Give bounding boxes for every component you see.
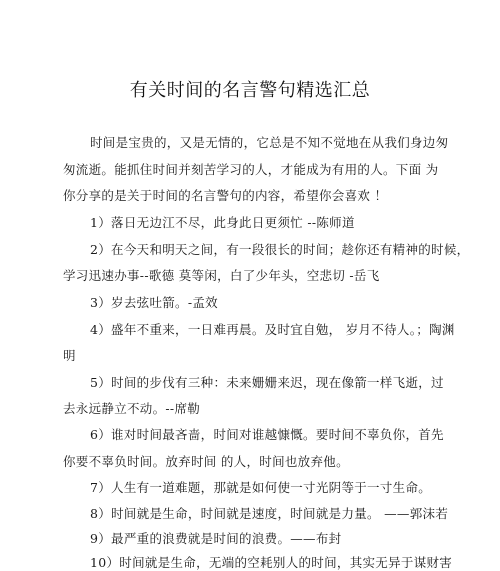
text-line-16: 9）最严重的浪费就是时间的浪费。——布封 <box>90 531 342 546</box>
text-line-9: 明 <box>63 348 76 363</box>
text-line-11: 去永远静立不动。--席勒 <box>63 401 201 416</box>
text-line-1: 时间是宝贵的，又是无情的，它总是不知不觉地在从我们身边匆 <box>90 135 449 150</box>
text-line-5: 2）在今天和明天之间，有一段很长的时间；趁你还有精神的时候， <box>90 242 470 257</box>
text-line-14: 7）人生有一道难题，那就是如何使一寸光阴等于一寸生命。 <box>90 480 432 495</box>
text-line-13: 你要不辜负时间。放弃时间 的人，时间也放弃他。 <box>63 454 349 469</box>
text-line-15: 8）时间就是生命，时间就是速度，时间就是力量。 ——郭沫若 <box>90 506 449 521</box>
text-line-8: 4）盛年不重来，一日难再晨。及时宜自勉， 岁月不待人。；陶渊 <box>90 322 455 337</box>
text-line-6: 学习迅速办事--歌德 莫等闲，白了少年头，空悲切 -岳飞 <box>63 268 380 283</box>
text-line-3: 你分享的是关于时间的名言警句的内容，希望你会喜欢 ！ <box>63 188 388 203</box>
text-line-4: 1）落日无边江不尽，此身此日更须忙 --陈师道 <box>90 215 355 230</box>
text-line-12: 6）谁对时间最吝啬，时间对谁越慷慨。要时间不辜负你，首先 <box>90 427 444 442</box>
text-line-2: 匆流逝。能抓住时间并刻苦学习的人，才能成为有用的人。下面 为 <box>63 162 439 177</box>
text-line-7: 3）岁去弦吐箭。-孟效 <box>90 295 218 310</box>
text-line-17: 10）时间就是生命，无端的空耗别人的时间，其实无异于谋财害 <box>90 555 453 570</box>
text-line-10: 5）时间的步伐有三种：未来姗姗来迟，现在像箭一样飞逝，过 <box>90 375 444 390</box>
document-title: 有关时间的名言警句精选汇总 <box>129 80 371 101</box>
